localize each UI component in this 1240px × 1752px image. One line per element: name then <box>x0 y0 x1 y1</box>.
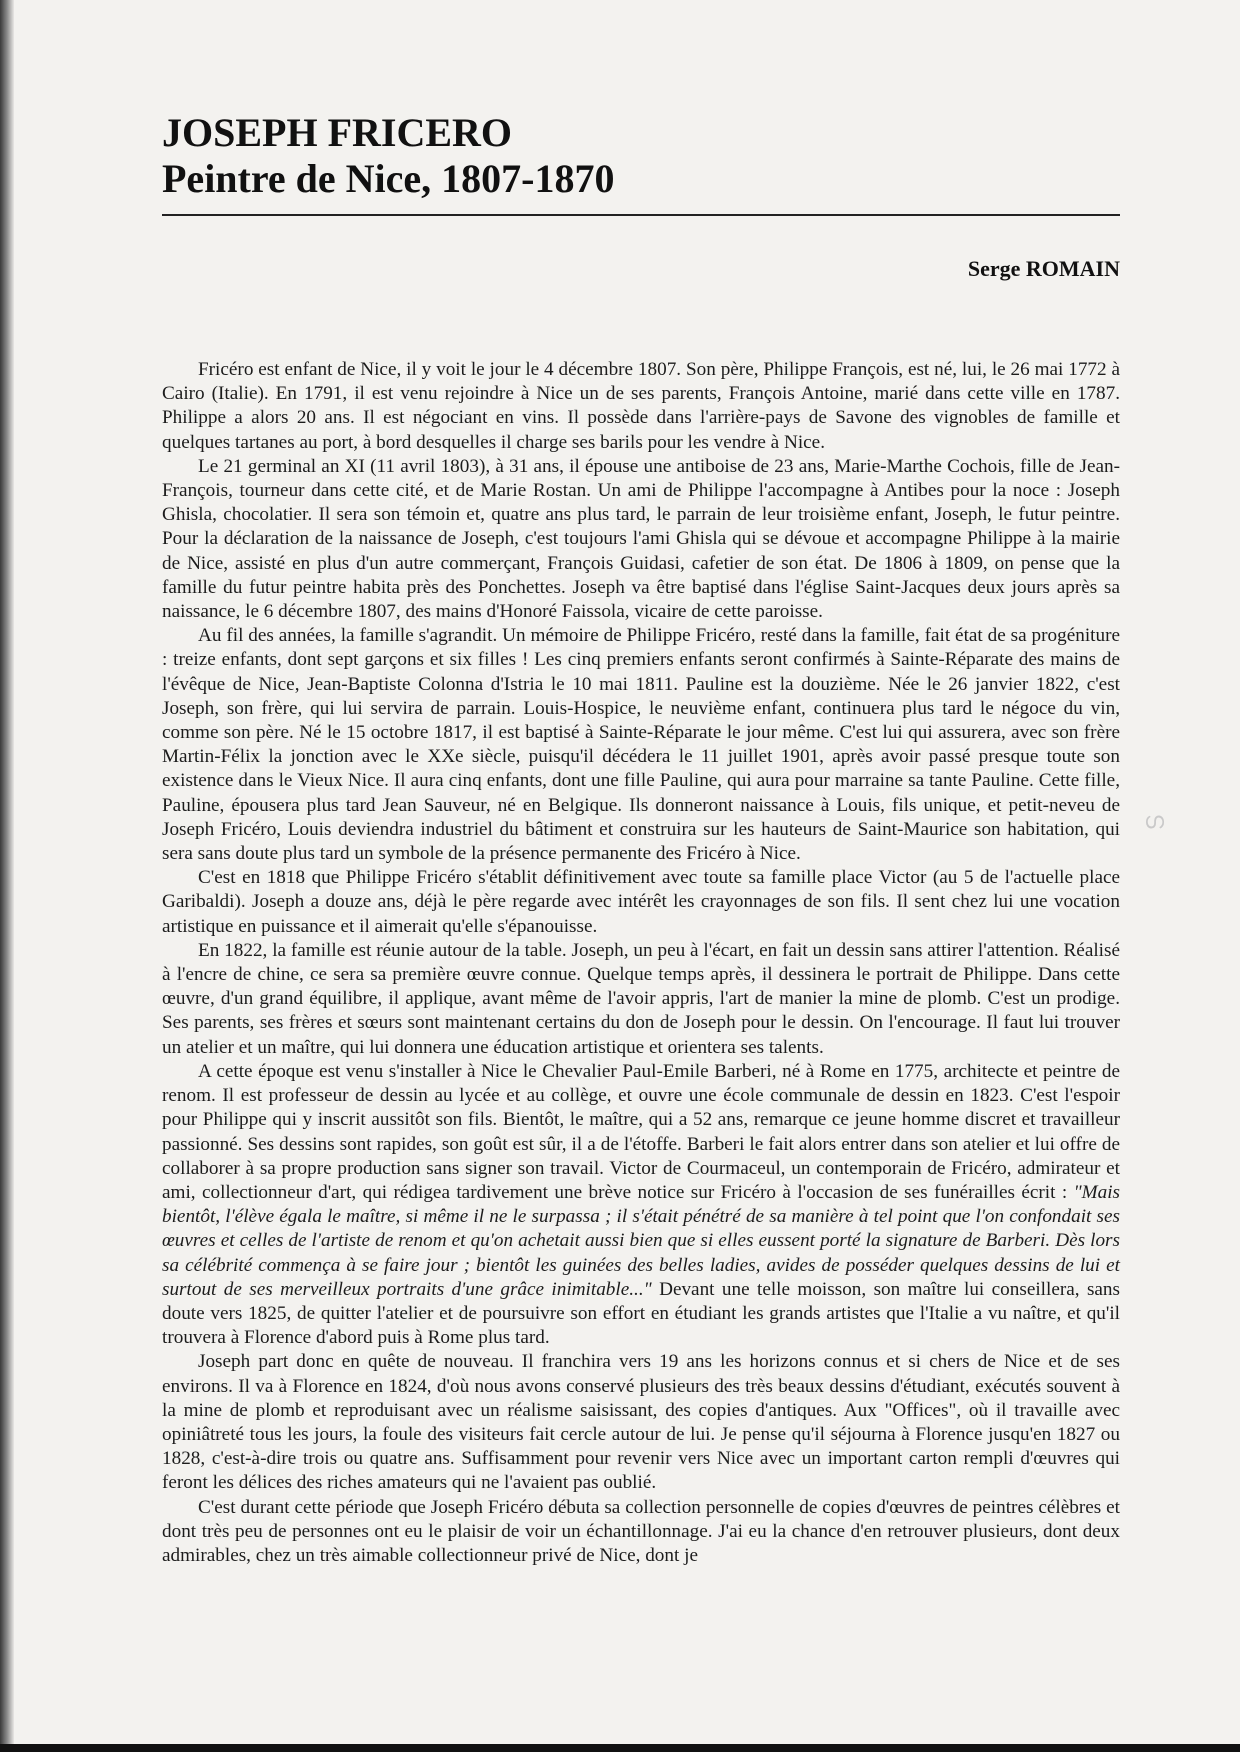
paragraph: A cette époque est venu s'installer à Nice le Chevalier Paul-Emile Barberi, né à Rome en 1775, architecte et peintre de renom. Il est professeur de dessin au lycée et au collège, et ouvre une école communale de dessin en 1823. C'est l'espoir pour Philippe qui y inscrit aussitôt son fils. Bientôt, le maître, qui a 52 ans, remarque ce jeune homme discret et travailleur passionné. Ses dessins sont rapides, son goût est sûr, il a de l'étoffe. Barberi le fait alors entrer dans son atelier et lui offre de collaborer à sa propre production sans signer son travail. Victor de Courmaceul, un contemporain de Fricéro, admirateur et ami, collectionneur d'art, qui rédigea tardivement une brève notice sur Fricéro à l'occasion de ses funérailles écrit : "Mais bientôt, l'élève égala le maître, si même il ne le surpassa ; il s'était pénétré de sa manière à tel point que l'on confondait ses œuvres et celles de l'artiste de renom et qu'on achetait aussi bien que si elles eussent porté la signature de Barberi. Dès lors sa célébrité commença à se faire jour ; bientôt les guinées des belles ladies, avides de posséder quelques dessins de lui et surtout de ses merveilleux portraits d'une grâce inimitable..." Devant une telle moisson, son maître lui conseillera, sans doute vers 1825, de quitter l'atelier et de poursuivre son effort en étudiant les grands artistes que l'Italie a vu naître, et qu'il trouvera à Florence d'abord puis à Rome plus tard. <box>162 1060 1120 1349</box>
paragraph: En 1822, la famille est réunie autour de la table. Joseph, un peu à l'écart, en fait un dessin sans attirer l'attention. Réalisé à l'encre de chine, ce sera sa première œuvre connue. Quelque temps après, il dessinera le portrait de Philippe. Dans cette œuvre, d'un grand équilibre, il applique, avant même de l'avoir appris, l'art de manier la mine de plomb. C'est un prodige. Ses parents, ses frères et sœurs sont maintenant certains du don de Joseph pour le dessin. On l'encourage. Il faut lui trouver un atelier et un maître, qui lui donnera une éducation artistique et orientera ses talents. <box>162 939 1120 1058</box>
paragraph: Joseph part donc en quête de nouveau. Il franchira vers 19 ans les horizons connus et si chers de Nice et de ses environs. Il va à Florence en 1824, d'où nous avons conservé plusieurs des très beaux dessins d'étudiant, exécutés souvent à la mine de plomb et reproduisant avec un réalisme saisissant, des copies d'antiques. Aux "Offices", où il travaille avec opiniâtreté tous les jours, la foule des visiteurs fait cercle autour de lui. Je pense qu'il séjourna à Florence jusqu'en 1827 ou 1828, c'est-à-dire trois ou quatre ans. Suffisamment pour revenir vers Nice avec un important carton rempli d'œuvres qui feront les délices des riches amateurs qui ne l'avaient pas oublié. <box>162 1351 1120 1494</box>
paragraph: Le 21 germinal an XI (11 avril 1803), à 31 ans, il épouse une antiboise de 23 ans, Marie-Marthe Cochois, fille de Jean-François, tourneur dans cette cité, et de Marie Rostan. Un ami de Philippe l'accompagne à Antibes pour la noce : Joseph Ghisla, chocolatier. Il sera son témoin et, quatre ans plus tard, le parrain de leur troisième enfant, Joseph, le futur peintre. Pour la déclaration de la naissance de Joseph, c'est toujours l'ami Ghisla qui se dévoue et accompagne Philippe à la mairie de Nice, assisté en plus d'un autre commerçant, François Guidasi, cafetier de son état. De 1806 à 1809, on pense que la famille du futur peintre habita près des Ponchettes. Joseph va être baptisé dans l'église Saint-Jacques deux jours après sa naissance, le 6 décembre 1807, des mains d'Honoré Faissola, vicaire de cette paroisse. <box>162 455 1120 623</box>
page-gutter-shadow <box>0 0 14 1752</box>
article-body <box>162 358 1120 1568</box>
article-title-line-2: Peintre de Nice, 1807-1870 <box>162 156 615 201</box>
paragraph: Au fil des années, la famille s'agrandit. Un mémoire de Philippe Fricéro, resté dans la famille, fait état de sa progéniture : treize enfants, dont sept garçons et six filles ! Les cinq premiers enfants seront confirmés à Sainte-Réparate des mains de l'évêque de Nice, Jean-Baptiste Colonna d'Istria le 10 mai 1811. Pauline est la douzième. Née le 26 janvier 1822, c'est Joseph, son frère, qui lui servira de parrain. Louis-Hospice, le neuvième enfant, continuera plus tard le négoce du vin, comme son père. Né le 15 octobre 1817, il est baptisé à Sainte-Réparate le jour même. C'est lui qui assurera, avec son frère Martin-Félix la jonction avec le XXe siècle, puisqu'il décédera le 11 juillet 1901, après avoir passé presque toute son existence dans le Vieux Nice. Il aura cinq enfants, dont une fille Pauline, qui aura pour marraine sa tante Pauline. Cette fille, Pauline, épousera plus tard Jean Sauveur, né en Belgique. Ils donneront naissance à Louis, fils unique, et petit-neveu de Joseph Fricéro, Louis deviendra industriel du bâtiment et construira sur les hauteurs de Saint-Maurice son habitation, qui sera sans doute plus tard un symbole de la présence permanente des Fricéro à Nice. <box>162 625 1120 865</box>
paragraph: C'est en 1818 que Philippe Fricéro s'établit définitivement avec toute sa famille place Victor (au 5 de l'actuelle place Garibaldi). Joseph a douze ans, déjà le père regarde avec intérêt les crayonnages de son fils. Il sent chez lui une vocation artistique en puissance et il aimerait qu'elle s'épanouisse. <box>162 867 1120 937</box>
paragraph: C'est durant cette période que Joseph Fricéro débuta sa collection personnelle de copies d'œuvres de peintres célèbres et dont très peu de personnes ont eu le plaisir de voir un échantillonnage. J'ai eu la chance d'en retrouver plusieurs, dont deux admirables, chez un très aimable collectionneur privé de Nice, dont je <box>162 1496 1120 1566</box>
page-bottom-edge <box>0 1744 1240 1752</box>
margin-pencil-mark: ഗ <box>1144 808 1165 833</box>
author-name: Serge ROMAIN <box>967 256 1120 281</box>
article-title-line-1: JOSEPH FRICERO <box>162 110 513 155</box>
title-rule <box>162 214 1120 216</box>
quotation: "Mais bientôt, l'élève égala le maître, si même il ne le surpassa ; il s'était pénétré de sa manière à tel point que l'on confondait ses œuvres et celles de l'artiste de renom et qu'on achetait aussi bien que si elles eussent porté la signature de Barberi. Dès lors sa célébrité commença à se faire jour ; bientôt les guinées des belles ladies, avides de posséder quelques dessins de lui et surtout de ses merveilleux portraits d'une grâce inimitable..." <box>162 1181 1120 1300</box>
paragraph: Fricéro est enfant de Nice, il y voit le jour le 4 décembre 1807. Son père, Philippe François, est né, lui, le 26 mai 1772 à Cairo (Italie). En 1791, il est venu rejoindre à Nice un de ses parents, François Antoine, marié dans cette ville en 1787. Philippe a alors 20 ans. Il est négociant en vins. Il possède dans l'arrière-pays de Savone des vignobles de famille et quelques tartanes au port, à bord desquelles il charge ses barils pour les vendre à Nice. <box>162 359 1120 453</box>
article-title <box>162 110 614 202</box>
